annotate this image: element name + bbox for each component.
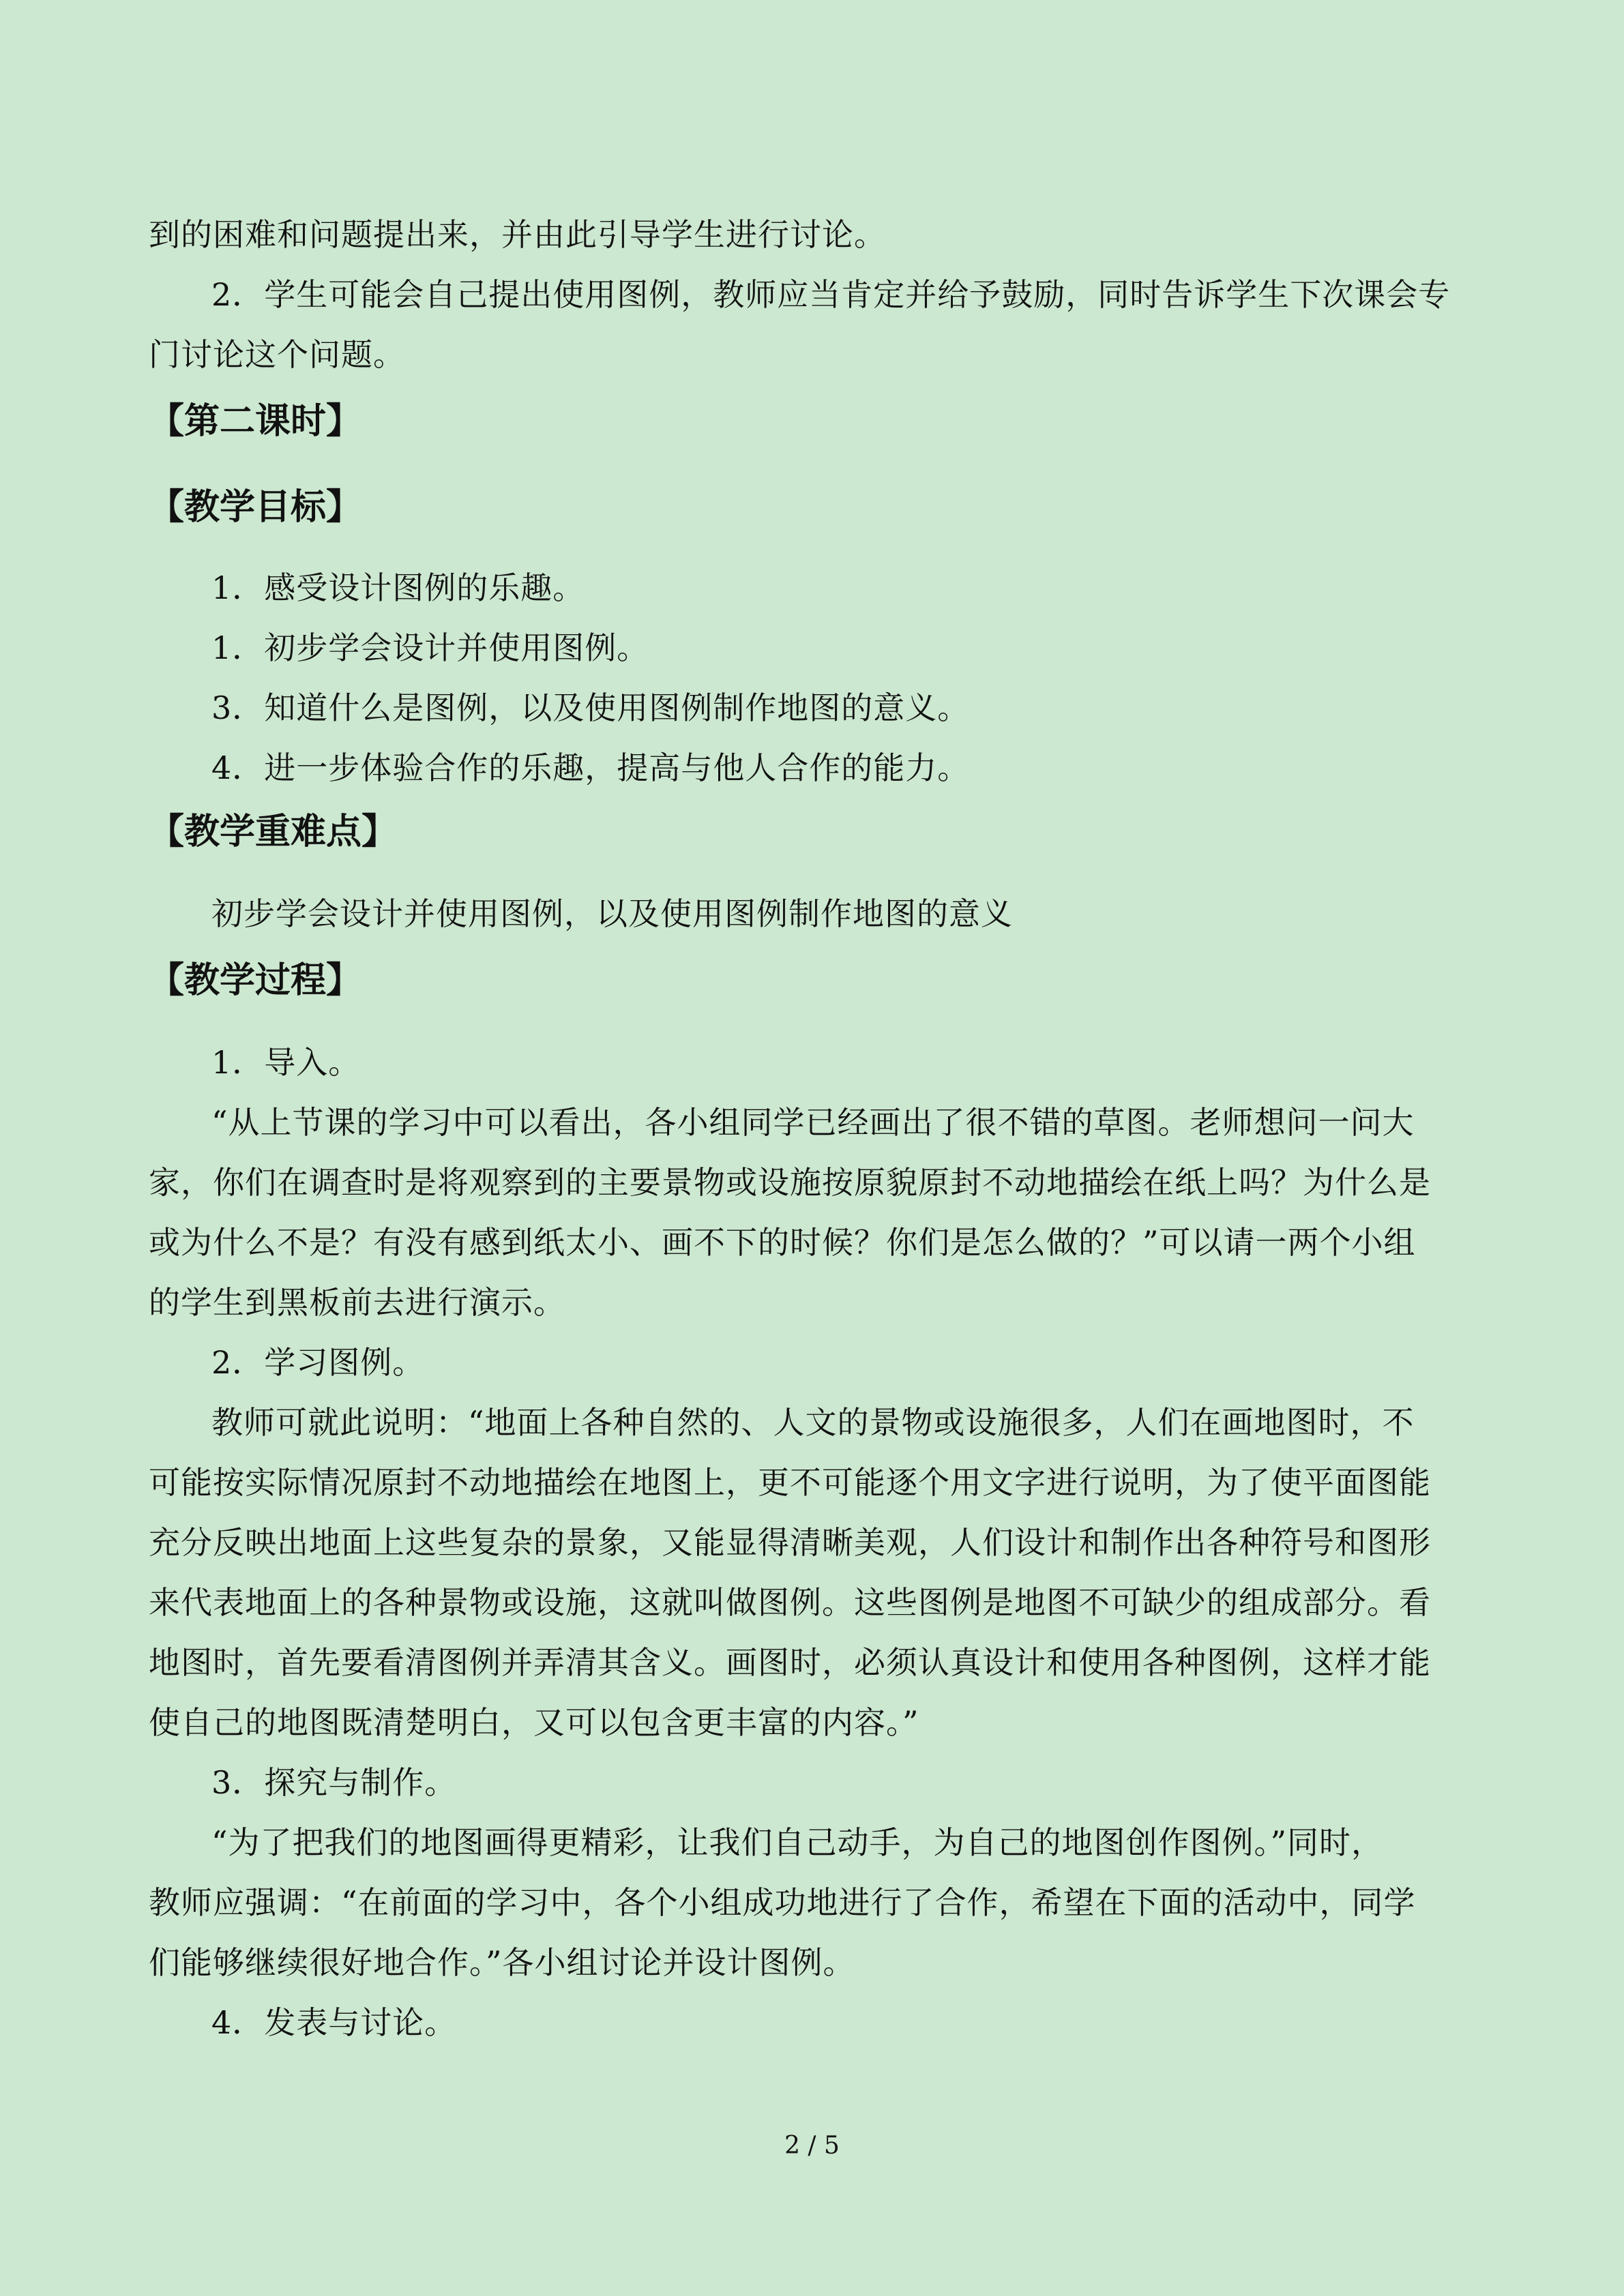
step-title: 4．发表与讨论。 bbox=[211, 2004, 457, 2041]
section-heading-teaching-goals: 【教学目标】 bbox=[149, 487, 362, 528]
paragraph-line: 或为什么不是？有没有感到纸太小、画不下的时候？你们是怎么做的？”可以请一两个小组 bbox=[149, 1224, 1416, 1261]
step-title: 2．学习图例。 bbox=[211, 1344, 425, 1381]
paragraph-line: “从上节课的学习中可以看出，各小组同学已经画出了很不错的草图。老师想问一问大 bbox=[211, 1104, 1415, 1141]
paragraph-line: 使自己的地图既清楚明白，又可以包含更丰富的内容。” bbox=[149, 1704, 919, 1741]
paragraph-line: 到的困难和问题提出来，并由此引导学生进行讨论。 bbox=[149, 216, 886, 253]
paragraph-line: 教师应强调：“在前面的学习中，各个小组成功地进行了合作，希望在下面的活动中，同学 bbox=[149, 1884, 1416, 1921]
page-number: 2 / 5 bbox=[784, 2132, 840, 2160]
paragraph-line: 地图时，首先要看清图例并弄清其含义。画图时，必须认真设计和使用各种图例，这样才能 bbox=[149, 1644, 1431, 1681]
section-heading-key-points: 【教学重难点】 bbox=[149, 811, 398, 852]
paragraph-line: 们能够继续很好地合作。”各小组讨论并设计图例。 bbox=[149, 1944, 855, 1981]
step-title: 1．导入。 bbox=[211, 1044, 361, 1081]
paragraph-line: 来代表地面上的各种景物或设施，这就叫做图例。这些图例是地图不可缺少的组成部分。看 bbox=[149, 1584, 1431, 1621]
paragraph-line: 家，你们在调查时是将观察到的主要景物或设施按原貌原封不动地描绘在纸上吗？为什么是 bbox=[149, 1164, 1431, 1201]
paragraph-line: 门讨论这个问题。 bbox=[149, 336, 405, 373]
paragraph-line: 2．学生可能会自己提出使用图例，教师应当肯定并给予鼓励，同时告诉学生下次课会专 bbox=[211, 276, 1451, 313]
goal-item: 1．初步学会设计并使用图例。 bbox=[211, 629, 649, 666]
key-point-text: 初步学会设计并使用图例，以及使用图例制作地图的意义 bbox=[211, 895, 1013, 932]
paragraph-line: 的学生到黑板前去进行演示。 bbox=[149, 1284, 565, 1321]
section-heading-lesson-2: 【第二课时】 bbox=[149, 401, 362, 442]
goal-item: 4．进一步体验合作的乐趣，提高与他人合作的能力。 bbox=[211, 749, 970, 786]
paragraph-line: “为了把我们的地图画得更精彩，让我们自己动手，为自己的地图创作图例。”同时， bbox=[211, 1824, 1384, 1861]
paragraph-line: 可能按实际情况原封不动地描绘在地图上，更不可能逐个用文字进行说明，为了使平面图能 bbox=[149, 1464, 1431, 1501]
paragraph-line: 教师可就此说明：“地面上各种自然的、人文的景物或设施很多，人们在画地图时，不 bbox=[211, 1404, 1415, 1441]
step-title: 3．探究与制作。 bbox=[211, 1764, 457, 1801]
goal-item: 1．感受设计图例的乐趣。 bbox=[211, 569, 585, 606]
section-heading-teaching-process: 【教学过程】 bbox=[149, 960, 362, 1001]
paragraph-line: 充分反映出地面上这些复杂的景象，又能显得清晰美观，人们设计和制作出各种符号和图形 bbox=[149, 1524, 1431, 1561]
goal-item: 3．知道什么是图例，以及使用图例制作地图的意义。 bbox=[211, 689, 970, 726]
